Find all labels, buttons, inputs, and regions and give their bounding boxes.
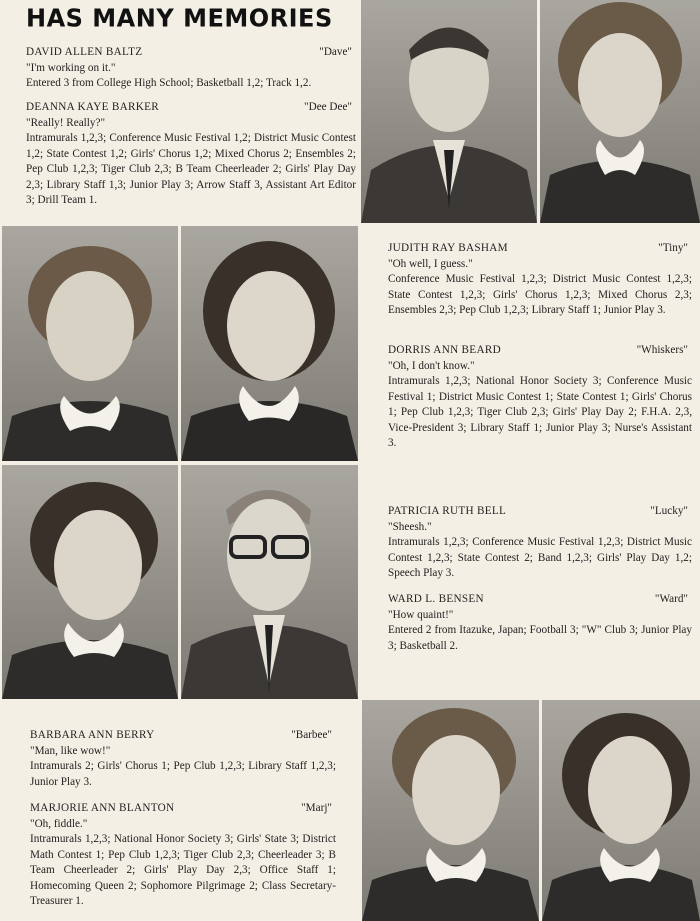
portrait-photo-beard bbox=[181, 226, 358, 461]
entry-barker bbox=[26, 100, 356, 209]
student-quote: "Oh, I don't know." bbox=[388, 359, 475, 372]
entry-berry bbox=[30, 728, 336, 790]
entry-bell bbox=[388, 504, 692, 582]
portrait-photo-berry bbox=[362, 700, 539, 921]
portrait-photo-bell bbox=[2, 465, 178, 699]
student-activities: Intramurals 1,2,3; Conference Music Festival 1,2,3; District Music Contest 1,2,3; State Contest 2; Band 1,2,3; Girls' Play Day 1,2; Speech Play 3. bbox=[388, 536, 692, 579]
student-activities: Intramurals 1,2,3; National Honor Society 3; Conference Music Festival 1; District Music Contest 1; State Contest 1; Girls' Chorus 1; Pep Club 1,2,3; Tiger Club 2,3; Girls' Play Day 2; F.H.A. 2,3, Vice-President 3; Library Staff 1; Junior Play 3; Nurse's Assistant 3. bbox=[388, 375, 692, 449]
student-nickname: "Lucky" bbox=[650, 505, 688, 517]
student-name: PATRICIA RUTH BELL bbox=[388, 505, 507, 517]
student-nickname: "Ward" bbox=[654, 593, 688, 605]
student-quote: "Really! Really?" bbox=[26, 116, 106, 129]
student-nickname: "Dee Dee" bbox=[304, 101, 352, 113]
student-quote: "Oh well, I guess." bbox=[388, 257, 473, 270]
student-nickname: "Marj" bbox=[301, 802, 332, 814]
student-name: DEANNA KAYE BARKER bbox=[26, 101, 160, 113]
student-quote: "Sheesh." bbox=[388, 520, 432, 533]
page-title: HAS MANY MEMORIES bbox=[26, 3, 333, 33]
student-name: DORRIS ANN BEARD bbox=[388, 344, 501, 356]
entry-basham bbox=[388, 241, 692, 319]
student-nickname: "Dave" bbox=[319, 46, 352, 58]
student-quote: "I'm working on it." bbox=[26, 61, 116, 74]
student-name: MARJORIE ANN BLANTON bbox=[30, 802, 175, 814]
entry-bensen bbox=[388, 592, 692, 654]
student-activities: Entered 3 from College High School; Basketball 1,2; Track 1,2. bbox=[26, 77, 312, 89]
portrait-photo-basham bbox=[2, 226, 178, 461]
portrait-photo-baltz bbox=[361, 0, 537, 223]
student-name: WARD L. BENSEN bbox=[388, 593, 484, 605]
student-activities: Intramurals 1,2,3; National Honor Society 3; Girls' State 3; District Math Contest 1; Pep Club 1,2,3; Tiger Club 2,3; Cheerleader 3; B Team Cheerleader 2; Girls' Play Day 2,3; Office Staff 1; Homecoming Queen 2; Sophomore Pilgrimage 2; Class Secretary-Treasurer 1. bbox=[30, 833, 336, 907]
entry-beard bbox=[388, 343, 692, 452]
student-nickname: "Barbee" bbox=[291, 729, 332, 741]
student-activities: Intramurals 2; Girls' Chorus 1; Pep Club 1,2,3; Library Staff 1,2,3; Junior Play 3. bbox=[30, 760, 336, 788]
student-name: DAVID ALLEN BALTZ bbox=[26, 46, 143, 58]
student-activities: Conference Music Festival 1,2,3; District Music Contest 1,2,3; State Contest 1,2,3; Girls' Chorus 1,2,3; Mixed Chorus 2,3; Ensembles 2,3; Pep Club 1,2,3; Library Staff 1; Junior Play 3. bbox=[388, 273, 692, 316]
student-name: BARBARA ANN BERRY bbox=[30, 729, 155, 741]
portrait-photo-blanton bbox=[542, 700, 700, 921]
portrait-photo-bensen bbox=[181, 465, 358, 699]
student-quote: "How quaint!" bbox=[388, 608, 454, 621]
entry-blanton bbox=[30, 801, 336, 910]
entry-baltz bbox=[26, 45, 356, 92]
student-activities: Intramurals 1,2,3; Conference Music Festival 1,2; District Music Contest 1,2; State Contest 1,2; Girls' Chorus 1,2; Mixed Chorus 2; Ensembles 2; Pep Club 1,2,3; Tiger Club 2,3; B Team Cheerleader 2; Girls' Play Day 2,3; Library Staff 1,3; Junior Play 3; Arrow Staff 3, Assistant Art Editor 3; Drill Team 1. bbox=[26, 132, 356, 206]
student-activities: Entered 2 from Itazuke, Japan; Football 3; "W" Club 3; Junior Play 3; Basketball 2. bbox=[388, 624, 692, 652]
student-quote: "Oh, fiddle." bbox=[30, 817, 88, 830]
student-quote: "Man, like wow!" bbox=[30, 744, 111, 757]
student-name: JUDITH RAY BASHAM bbox=[388, 242, 508, 254]
student-nickname: "Whiskers" bbox=[636, 344, 688, 356]
student-nickname: "Tiny" bbox=[658, 242, 688, 254]
portrait-photo-barker bbox=[540, 0, 700, 223]
